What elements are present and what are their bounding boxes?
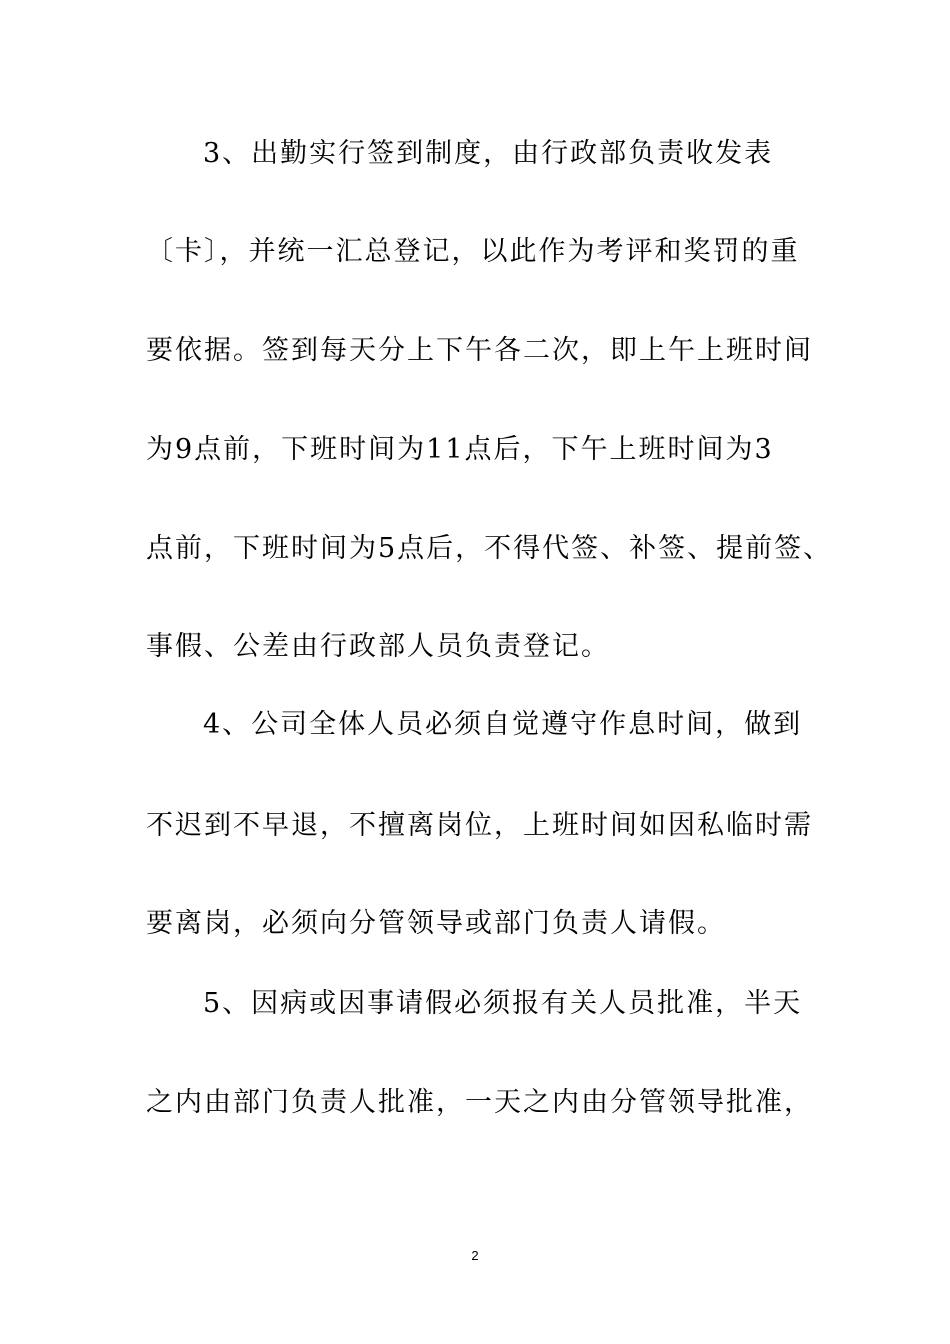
paragraph-3-line-1: 3、出勤实行签到制度，由行政部负责收发表	[203, 138, 774, 169]
paragraph-4-line-2: 不迟到不早退，不擅离岗位，上班时间如因私临时需	[146, 810, 813, 841]
paragraph-3-line-6: 事假、公差由行政部人员负责登记。	[146, 631, 610, 662]
paragraph-3-line-5: 点前，下班时间为5点后，不得代签、补签、提前签、	[146, 533, 833, 564]
paragraph-3-line-2: 〔卡〕，并统一汇总登记，以此作为考评和奖罚的重	[146, 236, 800, 267]
paragraph-5-line-1: 5、因病或因事请假必须报有关人员批准，半天	[203, 988, 803, 1019]
paragraph-3-line-4: 为9点前，下班时间为11点后，下午上班时间为3	[146, 434, 774, 465]
paragraph-4-line-1: 4、公司全体人员必须自觉遵守作息时间，做到	[203, 709, 803, 740]
paragraph-5-line-2: 之内由部门负责人批准，一天之内由分管领导批准，	[146, 1087, 813, 1118]
page-number: 2	[471, 1248, 479, 1263]
paragraph-3-line-3: 要依据。签到每天分上下午各二次，即上午上班时间	[146, 335, 813, 366]
paragraph-4-line-3: 要离岗，必须向分管领导或部门负责人请假。	[146, 908, 726, 939]
